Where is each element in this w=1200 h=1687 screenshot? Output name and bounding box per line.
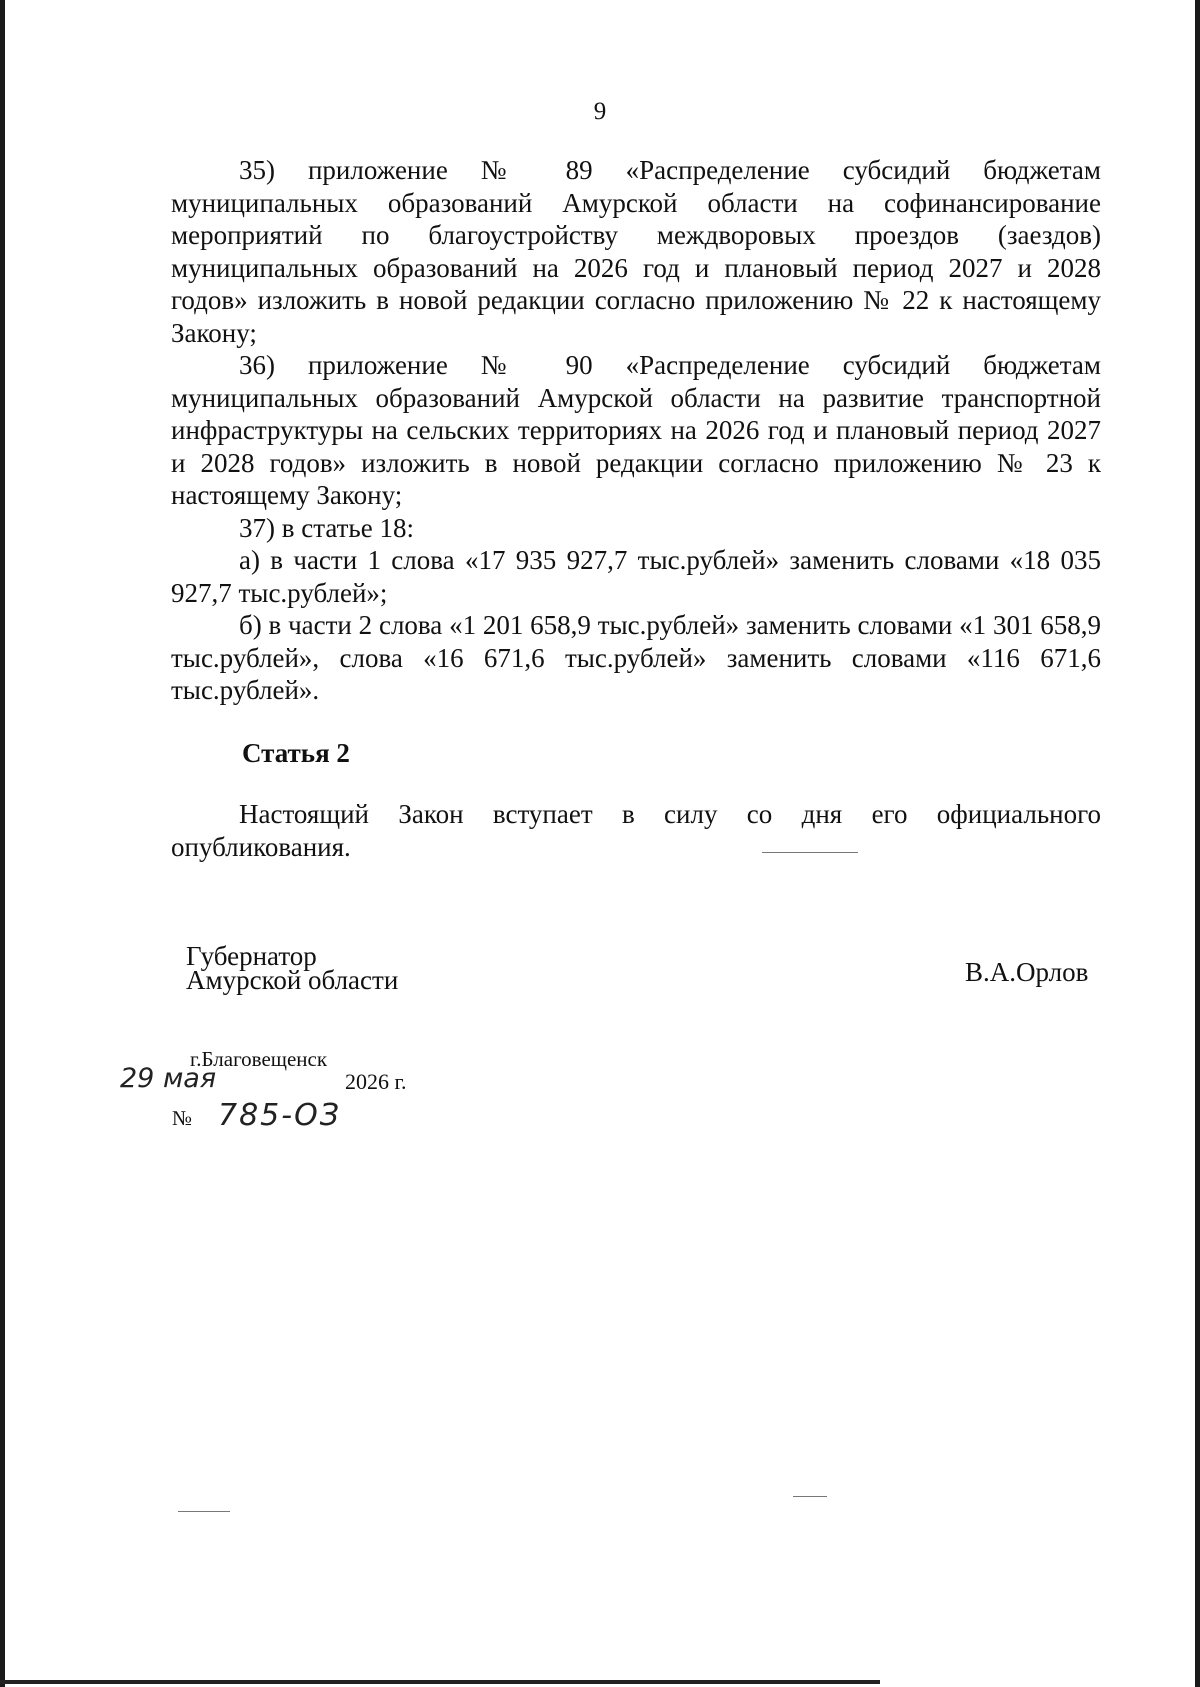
article-2-text: Настоящий Закон вступает в силу со дня его официального опубликования. [171,799,1101,862]
page-number: 9 [593,98,607,125]
amendment-37-a: а) в части 1 слова «17 935 927,7 тыс.рублей» заменить словами «18 035 927,7 тыс.рублей»; [171,545,1101,608]
scan-edge-left [0,0,5,1687]
number-sign: № [172,1106,193,1130]
scan-smudge [178,1511,230,1512]
date-year: 2026 г. [345,1069,407,1094]
signer-title [186,941,399,995]
scan-edge-right [1195,0,1200,1687]
scan-smudge [793,1496,827,1497]
scan-edge-bottom [0,1680,880,1684]
signer-title-line1: Губернатор [186,941,317,971]
amendment-37: 37) в статье 18: [239,512,414,543]
amendments-list [171,154,1101,707]
signing-date [120,1063,420,1103]
law-number [172,1098,472,1144]
amendment-36: 36) приложение № 90 «Распределение субсидий бюджетам муниципальных образований Амурской области на развитие транспортной инфраструктуры на сельских территориях на 2026 год и плановый период 2027 и 2028 годов» изложить в новой редакции согласно приложению № 23 к настоящему Закону; [171,350,1101,510]
amendment-37-b: б) в части 2 слова «1 201 658,9 тыс.рублей» заменить словами «1 301 658,9 тыс.рублей», слова «16 671,6 тыс.рублей» заменить словами «116 671,6 тыс.рублей». [171,610,1101,705]
city: г.Благовещенск [190,1047,328,1071]
scan-smudge [762,852,858,853]
handwritten-date: 29 мая [120,1063,217,1094]
signer-title-line2: Амурской области [186,965,399,995]
signer-name: В.А.Орлов [965,957,1089,987]
amendment-35: 35) приложение № 89 «Распределение субсидий бюджетам муниципальных образований Амурской области на софинансирование мероприятий по благоустройству междворовых проездов (заездов) муниципальных образований на 2026 год и плановый период 2027 и 2028 годов» изложить в новой редакции согласно приложению № 22 к настоящему Закону; [171,155,1101,348]
article-2-title: Статья 2 [242,738,350,768]
handwritten-number: 785-ОЗ [218,1098,341,1133]
